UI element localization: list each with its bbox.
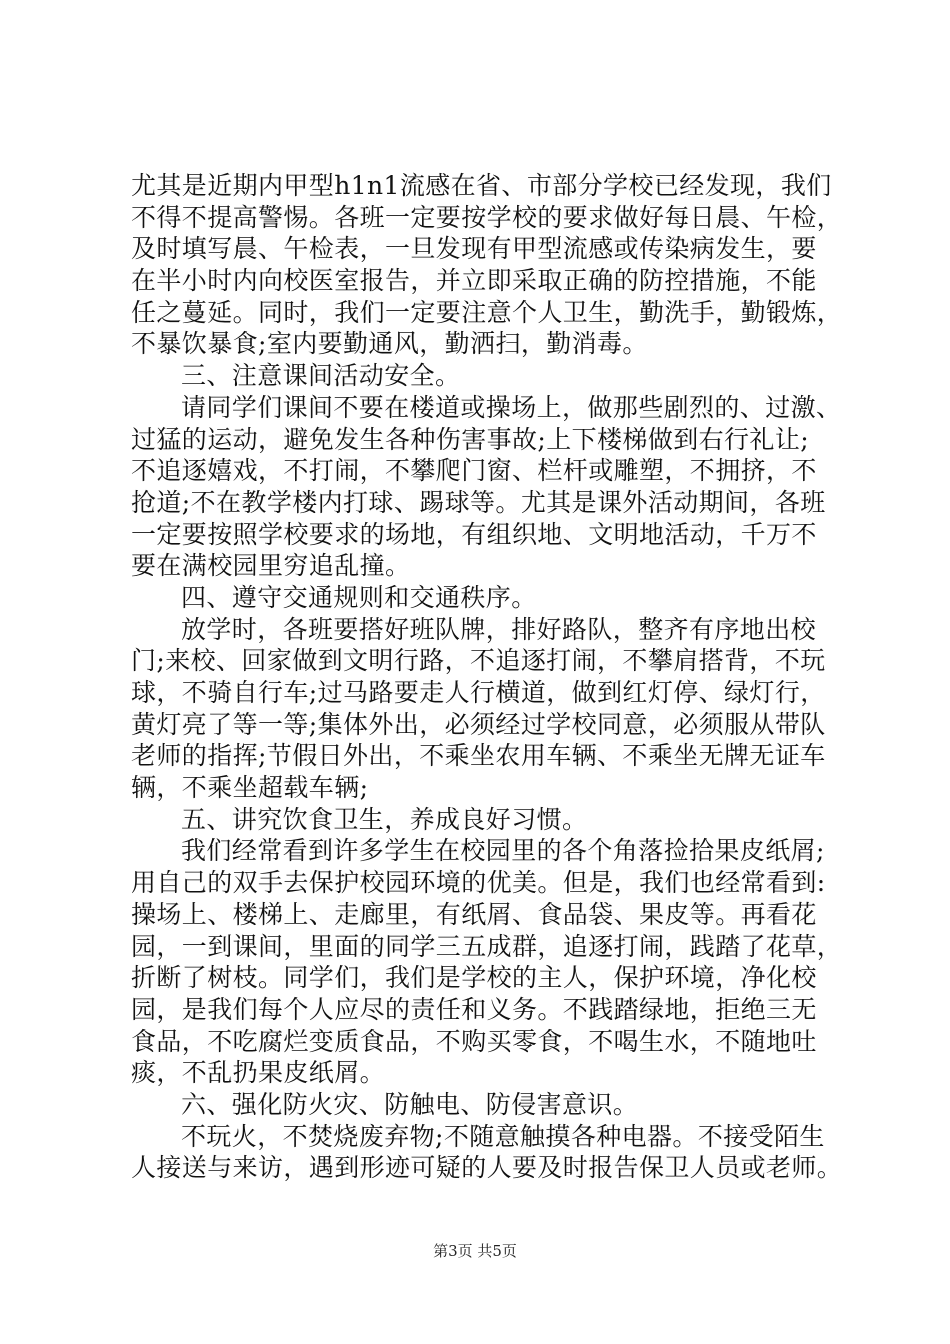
- text-line: 不玩火，不焚烧废弃物;不随意触摸各种电器。不接受陌生: [181, 1121, 825, 1151]
- section-heading: 五、讲究饮食卫生，养成良好习惯。: [181, 804, 588, 834]
- text-line: 过猛的运动，避免发生各种伤害事故;上下楼梯做到右行礼让;: [131, 424, 810, 454]
- text-line: 黄灯亮了等一等;集体外出，必须经过学校同意，必须服从带队: [131, 709, 826, 739]
- section-heading: 三、注意课间活动安全。: [181, 361, 461, 391]
- text-line: 球，不骑自行车;过马路要走人行横道，做到红灯停、绿灯行，: [131, 678, 826, 707]
- text-line: 人接送与来访，遇到形迹可疑的人要及时报告保卫人员或老师。: [131, 1153, 843, 1183]
- text-line: 在半小时内向校医室报告，并立即采取正确的防控措施，不能: [131, 266, 817, 296]
- text-line: 及时填写晨、午检表，一旦发现有甲型流感或传染病发生，要: [131, 234, 817, 264]
- body-text: [131, 170, 861, 1184]
- text-line: 园，是我们每个人应尽的责任和义务。不践踏绿地，拒绝三无: [131, 994, 817, 1024]
- text-line: 一定要按照学校要求的场地，有组织地、文明地活动，千万不: [131, 519, 817, 549]
- text-line: 放学时，各班要搭好班队牌，排好路队，整齐有序地出校: [181, 614, 817, 644]
- text-line: 任之蔓延。同时，我们一定要注意个人卫生，勤洗手，勤锻炼，: [131, 297, 843, 327]
- text-line: 我们经常看到许多学生在校园里的各个角落捡拾果皮纸屑;: [181, 836, 825, 866]
- text-line: 请同学们课间不要在楼道或操场上，做那些剧烈的、过激、: [181, 392, 842, 422]
- text-line: 老师的指挥;节假日外出，不乘坐农用车辆、不乘坐无牌无证车: [131, 741, 826, 771]
- text-line: 折断了树枝。同学们，我们是学校的主人，保护环境，净化校: [131, 963, 817, 993]
- text-line: 不暴饮暴食;室内要勤通风，勤洒扫，勤消毒。: [131, 329, 648, 359]
- text-line: 痰，不乱扔果皮纸屑。: [131, 1058, 386, 1088]
- text-line: 辆，不乘坐超载车辆;: [131, 773, 369, 803]
- section-heading: 六、强化防火灾、防触电、防侵害意识。: [181, 1089, 639, 1119]
- text-line: 尤其是近期内甲型h1n1流感在省、市部分学校已经发现，我们: [131, 171, 832, 200]
- text-line: 要在满校园里穷追乱撞。: [131, 551, 411, 581]
- page-footer: 第3页 共5页: [433, 1242, 517, 1260]
- text-line: 抢道;不在教学楼内打球、踢球等。尤其是课外活动期间，各班: [131, 487, 826, 517]
- text-line: 不得不提高警惕。各班一定要按学校的要求做好每日晨、午检，: [131, 202, 843, 232]
- section-heading: 四、遵守交通规则和交通秩序。: [181, 582, 537, 612]
- text-line: 门;来校、回家做到文明行路，不追逐打闹，不攀肩搭背，不玩: [131, 646, 826, 676]
- text-line: 不追逐嬉戏，不打闹，不攀爬门窗、栏杆或雕塑，不拥挤，不: [131, 456, 817, 486]
- text-line: 食品，不吃腐烂变质食品，不购买零食，不喝生水，不随地吐: [131, 1026, 817, 1056]
- text-line: 园，一到课间，里面的同学三五成群，追逐打闹，践踏了花草，: [131, 931, 843, 961]
- text-line: 操场上、楼梯上、走廊里，有纸屑、食品袋、果皮等。再看花: [131, 899, 817, 929]
- text-line: 用自己的双手去保护校园环境的优美。但是，我们也经常看到:: [131, 868, 826, 898]
